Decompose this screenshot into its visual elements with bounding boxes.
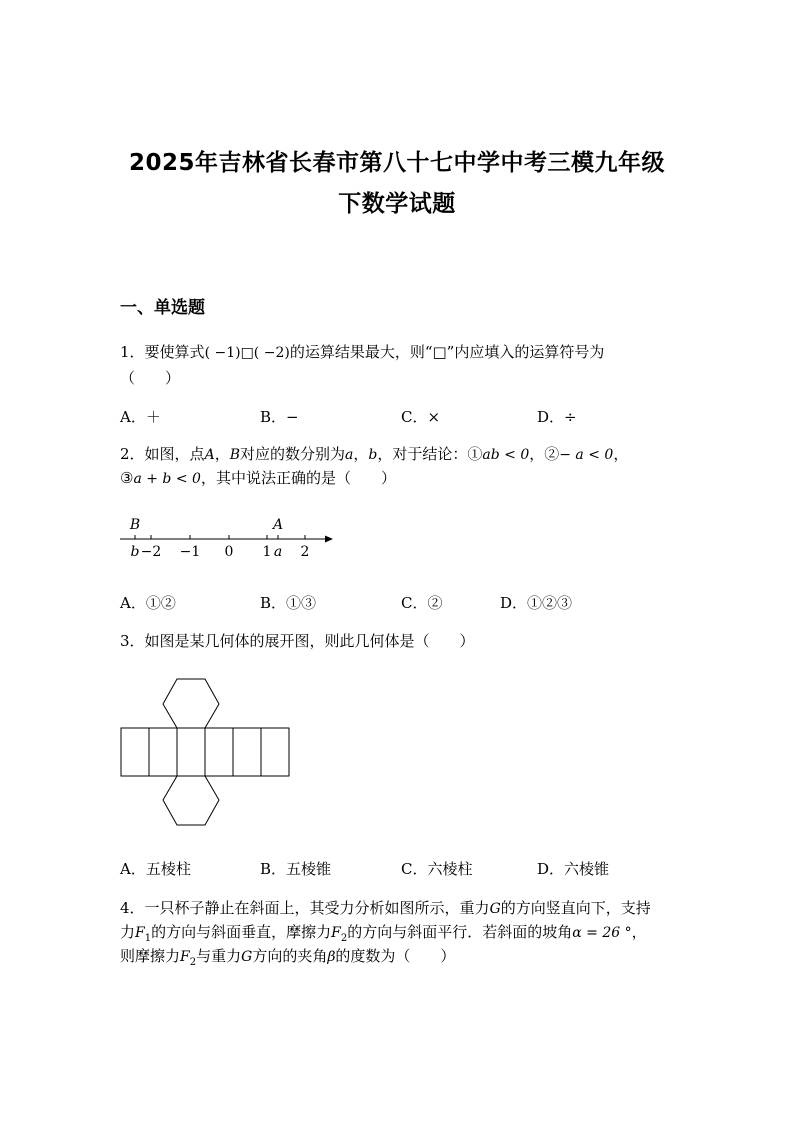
- q4-l1a: 一只杯子静止在斜面上，其受力分析如图所示，重力: [144, 899, 490, 917]
- label-2: 2: [300, 544, 310, 560]
- label-neg1: −1: [179, 544, 201, 560]
- label-1: 1: [262, 544, 272, 560]
- q4-l1b: 的方向竖直向下，支持: [500, 899, 651, 917]
- q2-conclusion-1: ab < 0: [482, 447, 530, 463]
- q4-l2a: 力: [120, 923, 136, 941]
- q4-l3d: 的度数为（ ）: [335, 947, 456, 965]
- page-title-line2: 下数学试题: [338, 191, 456, 217]
- q4-gb: G: [241, 949, 253, 965]
- q1-number: 1．: [120, 343, 145, 361]
- q2-comma2: ，: [353, 445, 369, 463]
- q2-stem-line2: [120, 467, 396, 488]
- q1-option-c[interactable]: C．×: [401, 408, 441, 426]
- number-line-arrow-icon: [325, 536, 333, 543]
- q4-l2d: ，: [631, 923, 647, 941]
- q4-f2: F: [331, 925, 341, 941]
- q4-f2b-sub: 2: [189, 957, 197, 968]
- label-b: b: [130, 544, 140, 560]
- label-point-b: B: [129, 517, 141, 533]
- q1-text-b: 的运算结果最大，则“□”内应填入的运算符号为: [289, 343, 605, 361]
- q4-g: G: [489, 901, 501, 917]
- q4-f1: F: [135, 925, 145, 941]
- q1-expression: ( −1)□( −2): [204, 345, 290, 361]
- bottom-hexagon-base: [163, 776, 219, 825]
- q4-stem-line3: [120, 945, 455, 968]
- q2-circ3: ③: [120, 469, 134, 487]
- q2-sep1: ，②: [529, 445, 560, 463]
- q4-f1-sub: 1: [144, 933, 152, 944]
- q2-text-b: 对应的数分别为: [240, 445, 346, 463]
- q3-stem: [120, 630, 475, 651]
- q4-stem-line2: [120, 921, 647, 944]
- q2-comma1: ，: [214, 445, 230, 463]
- q4-l3a: 则摩擦力: [120, 947, 181, 965]
- q2-conclusion-3: a + b < 0: [133, 471, 201, 487]
- q4-f2-sub: 2: [340, 933, 348, 944]
- q1-text-a: 要使算式: [144, 343, 205, 361]
- q4-l2b: 的方向与斜面垂直，摩擦力: [151, 923, 332, 941]
- q2-var-a: a: [345, 447, 354, 463]
- q4-alpha: α = 26 °: [572, 925, 632, 941]
- q1-option-a[interactable]: A．＋: [120, 408, 161, 426]
- q2-text-a: 如图，点: [144, 445, 205, 463]
- q2-option-c[interactable]: C．②: [401, 594, 443, 612]
- q2-point-b: B: [229, 447, 240, 463]
- page-title-line1: 2025年吉林省长春市第八十七中学中考三模九年级: [128, 150, 665, 176]
- label-point-a: A: [272, 517, 284, 533]
- q2-option-b[interactable]: B．①③: [260, 594, 317, 612]
- q3-number: 3．: [120, 632, 145, 650]
- q3-text: 如图是某几何体的展开图，则此几何体是（ ）: [144, 632, 475, 650]
- q2-sep2: ，: [613, 445, 629, 463]
- q2-var-b: b: [368, 447, 378, 463]
- label-a: a: [273, 544, 283, 560]
- label-0: 0: [224, 544, 234, 560]
- q1-option-b[interactable]: B．−: [260, 408, 299, 426]
- q2-text-c: ，对于结论：①: [377, 445, 483, 463]
- q4-f2b: F: [180, 949, 190, 965]
- q2-stem-line1: [120, 443, 628, 464]
- q4-number: 4．: [120, 899, 145, 917]
- q2-option-d[interactable]: D．①②③: [500, 594, 573, 612]
- q3-option-a[interactable]: A．五棱柱: [120, 860, 191, 878]
- q4-beta: β: [327, 949, 336, 965]
- q3-option-d[interactable]: D．六棱锥: [537, 860, 610, 878]
- q4-l2c: 的方向与斜面平行．若斜面的坡角: [347, 923, 573, 941]
- q1-paren: （ ）: [120, 369, 181, 387]
- q2-text-d: ，其中说法正确的是（ ）: [200, 469, 396, 487]
- top-hexagon-base: [163, 679, 219, 728]
- q4-l3c: 方向的夹角: [252, 947, 328, 965]
- q3-option-b[interactable]: B．五棱锥: [260, 860, 332, 878]
- q3-net-figure: [118, 676, 294, 828]
- q2-point-a: A: [204, 447, 215, 463]
- section-heading: 一、单选题: [120, 298, 205, 318]
- q4-stem-line1: [120, 897, 651, 918]
- q2-option-a[interactable]: A．①②: [120, 594, 176, 612]
- q2-number: 2．: [120, 445, 145, 463]
- q2-number-line-figure: [115, 512, 345, 562]
- q2-conclusion-2: − a < 0: [559, 447, 614, 463]
- q4-l3b: 与重力: [196, 947, 242, 965]
- q1-option-d[interactable]: D．÷: [537, 408, 577, 426]
- q3-option-c[interactable]: C．六棱柱: [401, 860, 473, 878]
- label-neg2: −2: [140, 544, 162, 560]
- q1-stem: [120, 341, 604, 362]
